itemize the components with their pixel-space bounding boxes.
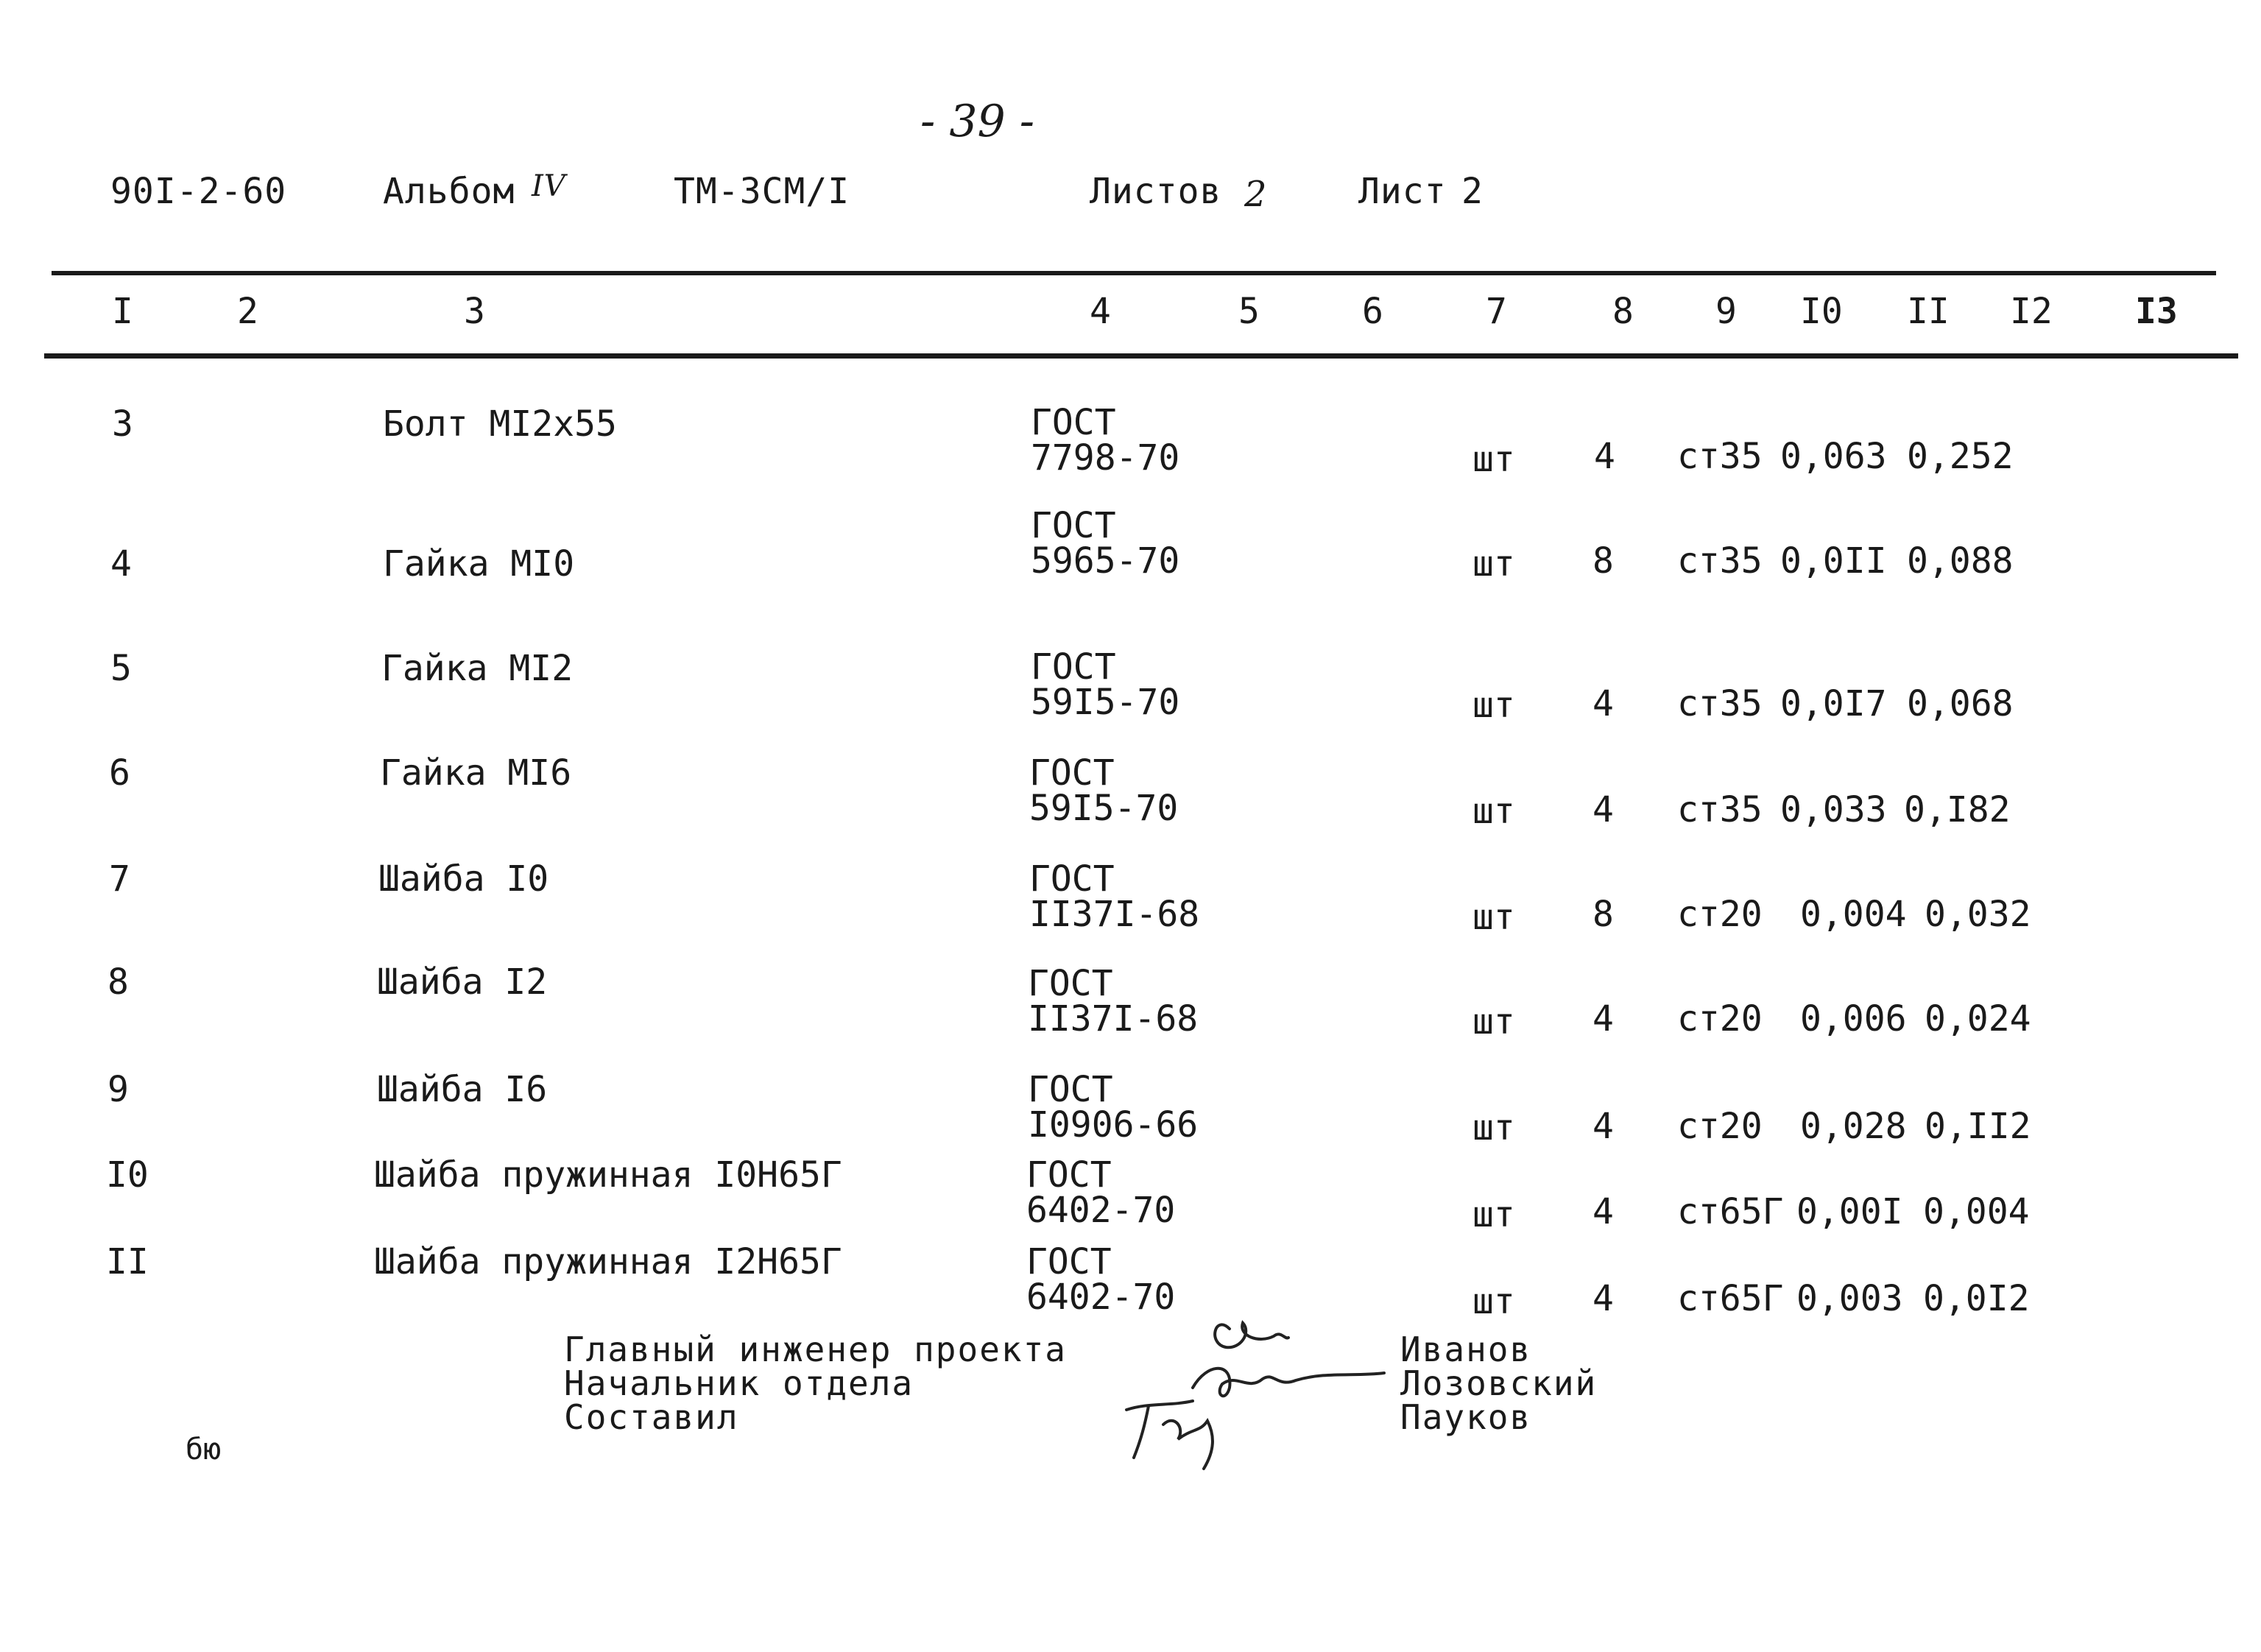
cell-material: ст35 [1677, 540, 1763, 582]
signature-name: Иванов [1400, 1330, 1532, 1369]
cell-unit-weight: 0,033 [1780, 789, 1887, 830]
column-header: 9 [1715, 291, 1737, 332]
cell-name: Шайба I6 [377, 1069, 548, 1110]
column-header: 2 [237, 291, 258, 332]
signature-role: Главный инженер проекта [564, 1330, 1067, 1369]
cell-standard-number: 59I5-70 [1029, 788, 1179, 829]
cell-position: 8 [107, 961, 129, 1003]
cell-material: ст35 [1677, 436, 1763, 477]
column-header: I3 [2135, 291, 2178, 332]
cell-standard-number: 7798-70 [1031, 437, 1180, 479]
cell-unit: шт [1472, 1194, 1515, 1235]
cell-standard-number: 6402-70 [1026, 1190, 1176, 1231]
cell-unit: шт [1472, 1281, 1515, 1322]
cell-name: Гайка МI2 [381, 648, 574, 689]
cell-quantity: 4 [1592, 1191, 1614, 1232]
cell-standard-label: ГОСТ [1026, 1154, 1112, 1196]
column-header: 7 [1486, 291, 1507, 332]
cell-unit-weight: 0,00I [1796, 1191, 1903, 1232]
cell-quantity: 4 [1592, 1106, 1614, 1147]
cell-quantity: 4 [1592, 683, 1614, 724]
cell-unit: шт [1472, 685, 1515, 726]
cell-name: Гайка МI6 [380, 752, 572, 794]
cell-standard-number: I0906-66 [1028, 1104, 1199, 1146]
signature-role: Составил [564, 1397, 739, 1437]
cell-total-weight: 0,004 [1923, 1191, 2030, 1232]
column-header: 4 [1090, 291, 1111, 332]
cell-position: II [106, 1241, 149, 1282]
sheets-count: 2 [1244, 174, 1268, 215]
cell-quantity: 4 [1592, 998, 1614, 1039]
cell-position: 5 [110, 648, 132, 689]
cell-position: 9 [107, 1069, 129, 1110]
cell-position: 6 [109, 752, 130, 794]
cell-quantity: 4 [1592, 789, 1614, 830]
cell-unit-weight: 0,063 [1780, 436, 1887, 477]
cell-standard-label: ГОСТ [1031, 646, 1116, 688]
page-number: - 39 - [920, 96, 1035, 147]
cell-position: 4 [110, 543, 132, 585]
cell-standard-number: 5965-70 [1031, 540, 1180, 582]
column-header: 3 [464, 291, 485, 332]
cell-name: Шайба I0 [378, 858, 549, 900]
cell-quantity: 4 [1592, 1278, 1614, 1319]
signature-role: Начальник отдела [564, 1363, 914, 1403]
sheet-number: 2 [1461, 171, 1484, 212]
column-header: 6 [1362, 291, 1383, 332]
cell-standard-label: ГОСТ [1031, 402, 1116, 443]
table-header-rule [44, 353, 2238, 359]
cell-name: Болт МI2х55 [383, 403, 617, 445]
cell-standard-number: 59I5-70 [1031, 682, 1180, 723]
signature-name: Лозовский [1400, 1363, 1598, 1403]
cell-standard-label: ГОСТ [1026, 1241, 1112, 1282]
cell-material: ст20 [1677, 998, 1763, 1039]
cell-unit-weight: 0,028 [1800, 1106, 1907, 1147]
cell-total-weight: 0,0I2 [1923, 1278, 2030, 1319]
cell-unit: шт [1472, 791, 1515, 832]
cell-unit: шт [1472, 897, 1515, 938]
cell-total-weight: 0,068 [1907, 683, 2014, 724]
cell-name: Шайба I2 [377, 961, 548, 1003]
cell-total-weight: 0,252 [1907, 436, 2014, 477]
handwritten-signatures [1104, 1285, 1399, 1476]
project-code: 90I-2-60 [110, 171, 287, 212]
table-top-rule [52, 271, 2216, 275]
cell-standard-number: II37I-68 [1028, 998, 1199, 1039]
sheet-label: Лист [1358, 171, 1447, 212]
cell-unit-weight: 0,0I7 [1780, 683, 1887, 724]
cell-name: Шайба пружинная I0Н65Г [374, 1154, 842, 1196]
cell-position: 7 [109, 858, 130, 900]
cell-total-weight: 0,II2 [1925, 1106, 2031, 1147]
cell-unit: шт [1472, 543, 1515, 585]
cell-total-weight: 0,032 [1925, 894, 2031, 935]
sheets-label: Листов [1090, 171, 1222, 212]
album-number: IV [532, 169, 566, 203]
cell-total-weight: 0,024 [1925, 998, 2031, 1039]
cell-material: ст35 [1677, 789, 1763, 830]
cell-standard-label: ГОСТ [1031, 505, 1116, 546]
cell-unit-weight: 0,003 [1796, 1278, 1903, 1319]
column-header: I0 [1800, 291, 1843, 332]
column-header: I [112, 291, 133, 332]
cell-standard-number: 6402-70 [1026, 1277, 1176, 1318]
cell-material: ст20 [1677, 894, 1763, 935]
cell-position: 3 [112, 403, 133, 445]
column-header: 8 [1612, 291, 1634, 332]
cell-unit-weight: 0,0II [1780, 540, 1887, 582]
cell-position: I0 [106, 1154, 149, 1196]
cell-unit: шт [1472, 1001, 1515, 1042]
cell-material: ст20 [1677, 1106, 1763, 1147]
cell-standard-label: ГОСТ [1028, 963, 1113, 1004]
cell-material: ст65Г [1677, 1191, 1784, 1232]
cell-total-weight: 0,I82 [1904, 789, 2011, 830]
cell-quantity: 8 [1592, 894, 1614, 935]
cell-name: Гайка МI0 [383, 543, 575, 585]
sheet-code: ТМ-3СМ/I [674, 171, 850, 212]
cell-unit-weight: 0,004 [1800, 894, 1907, 935]
cell-standard-label: ГОСТ [1028, 1069, 1113, 1110]
album-label: Альбом [383, 171, 515, 212]
column-header: 5 [1238, 291, 1260, 332]
cell-unit: шт [1472, 1107, 1515, 1148]
signature-name: Пауков [1400, 1397, 1532, 1437]
cell-unit-weight: 0,006 [1800, 998, 1907, 1039]
column-header: II [1907, 291, 1950, 332]
cell-quantity: 8 [1592, 540, 1614, 582]
cell-standard-number: II37I-68 [1029, 894, 1200, 935]
column-header: I2 [2010, 291, 2053, 332]
cell-material: ст35 [1677, 683, 1763, 724]
footer-mark: бю [186, 1433, 222, 1466]
cell-material: ст65Г [1677, 1278, 1784, 1319]
cell-unit: шт [1472, 439, 1515, 480]
cell-quantity: 4 [1594, 436, 1615, 477]
cell-name: Шайба пружинная I2Н65Г [374, 1241, 842, 1282]
cell-standard-label: ГОСТ [1029, 858, 1115, 900]
cell-total-weight: 0,088 [1907, 540, 2014, 582]
cell-standard-label: ГОСТ [1029, 752, 1115, 794]
